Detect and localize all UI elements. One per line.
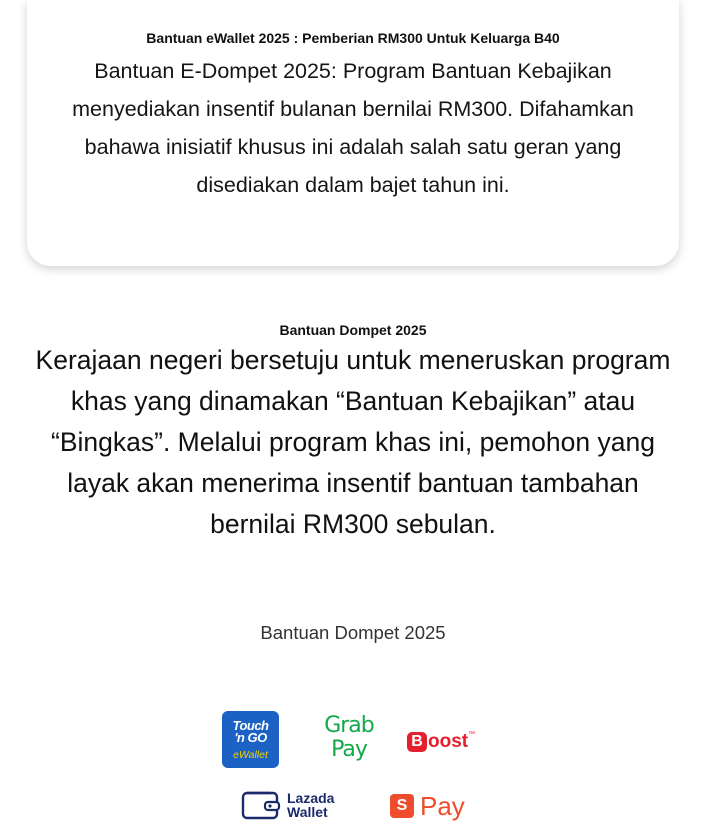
boost-logo <box>407 729 475 755</box>
grabpay-logo <box>316 714 382 762</box>
card-body: Bantuan E-Dompet 2025: Program Bantuan Kebajikan menyediakan insentif bulanan bernilai RM300. Difahamkan bahawa inisiatif khusus ini adalah salah satu geran yang disediakan dalam bajet tahun ini. <box>72 59 634 197</box>
grab-line2: Pay <box>331 737 367 762</box>
lazada-line1: Lazada <box>287 790 335 806</box>
grab-line1: Grab <box>324 713 374 738</box>
caption: Bantuan Dompet 2025 <box>260 622 446 643</box>
lazada-wallet-logo <box>241 787 334 823</box>
tng-line1: Touch <box>232 718 269 733</box>
shopeepay-logo <box>390 790 465 822</box>
boost-text: oost <box>428 731 469 752</box>
section-body: Kerajaan negeri bersetuju untuk meneruskan program khas yang dinamakan “Bantuan Kebajikan” atau “Bingkas”. Melalui program khas ini, pemohon yang layak akan menerima insentif bantuan tambahan bernilai RM300 sebulan. <box>35 345 671 539</box>
tng-line2: 'n GO <box>234 730 267 745</box>
spay-badge: S <box>390 794 414 818</box>
info-card <box>27 0 679 266</box>
boost-badge: B <box>407 732 427 752</box>
boost-tm: ™ <box>468 731 476 738</box>
tng-line3: eWallet <box>233 749 268 761</box>
wallet-icon <box>241 789 281 821</box>
spay-text: Pay <box>420 790 465 821</box>
card-title: Bantuan eWallet 2025 : Pemberian RM300 Untuk Keluarga B40 <box>146 30 560 46</box>
touch-n-go-logo <box>222 711 279 768</box>
section-title: Bantuan Dompet 2025 <box>279 322 427 338</box>
lazada-line2: Wallet <box>287 804 328 820</box>
